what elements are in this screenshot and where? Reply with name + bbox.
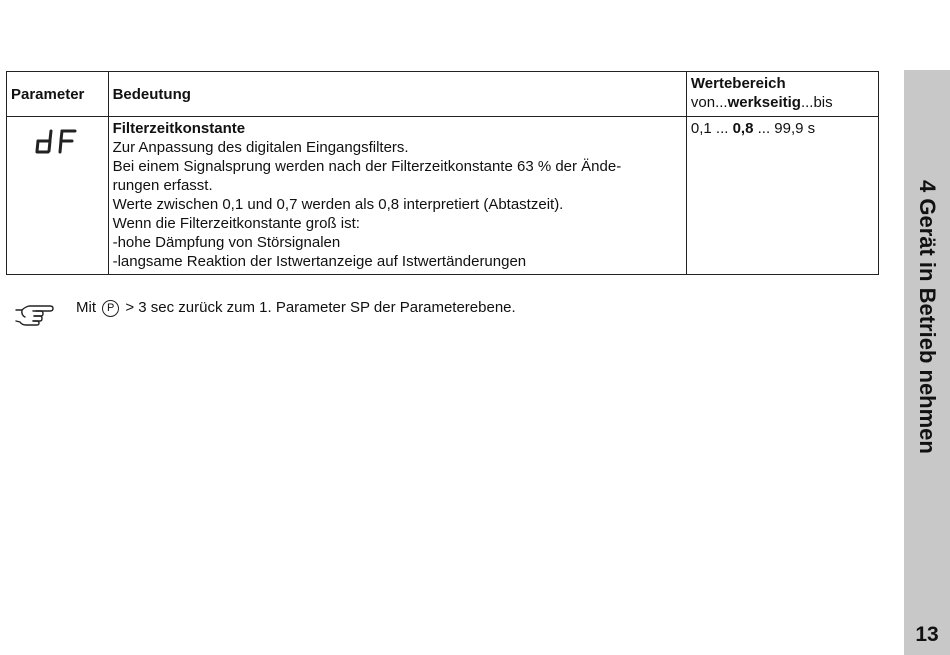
header-parameter: Parameter xyxy=(7,72,109,117)
note-text xyxy=(76,298,516,317)
meaning-line-3: rungen erfasst. xyxy=(112,177,213,194)
table-row xyxy=(7,117,879,275)
meaning-line-6: -hohe Dämpfung von Störsignalen xyxy=(112,234,341,251)
note-body: > 3 sec zurück zum 1. Parameter SP der Parameterebene. xyxy=(125,299,516,316)
table-header-row xyxy=(7,72,879,117)
page-number: 13 xyxy=(915,623,939,646)
parameter-title: Filterzeitkonstante xyxy=(112,120,246,137)
meaning-line-1: Zur Anpassung des digitalen Eingangsfilters. xyxy=(112,139,409,156)
note xyxy=(14,297,714,327)
range-min: 0,1 ... xyxy=(690,120,733,137)
parameter-code-cell xyxy=(7,117,109,275)
note-prefix: Mit xyxy=(76,299,96,316)
parameter-code-text: dF xyxy=(31,129,33,130)
header-range-title: Wertebereich xyxy=(690,75,786,92)
meaning-line-2: Bei einem Signalsprung werden nach der Filterzeitkonstante 63 % der Ände- xyxy=(112,158,622,175)
p-key-symbol: P xyxy=(102,300,119,317)
seven-segment-df-display xyxy=(31,129,83,155)
header-range-from: von... xyxy=(690,94,728,111)
meaning-line-7: -langsame Reaktion der Istwertanzeige auf Istwertänderungen xyxy=(112,253,527,270)
chapter-title: 4 Gerät in Betrieb nehmen xyxy=(915,180,940,454)
chapter-side-tab xyxy=(904,70,950,655)
header-range xyxy=(686,72,878,117)
header-range-default: werkseitig xyxy=(727,94,801,111)
parameter-table xyxy=(6,71,879,275)
header-range-to: ...bis xyxy=(800,94,833,111)
header-meaning: Bedeutung xyxy=(108,72,686,117)
range-max: ... 99,9 s xyxy=(753,120,816,137)
meaning-line-4: Werte zwischen 0,1 und 0,7 werden als 0,8 interpretiert (Abtastzeit). xyxy=(112,196,564,213)
parameter-meaning-cell xyxy=(108,117,686,275)
range-default: 0,8 xyxy=(732,120,754,137)
parameter-range-cell xyxy=(686,117,878,275)
pointing-hand-icon xyxy=(14,301,54,327)
meaning-line-5: Wenn die Filterzeitkonstante groß ist: xyxy=(112,215,360,232)
